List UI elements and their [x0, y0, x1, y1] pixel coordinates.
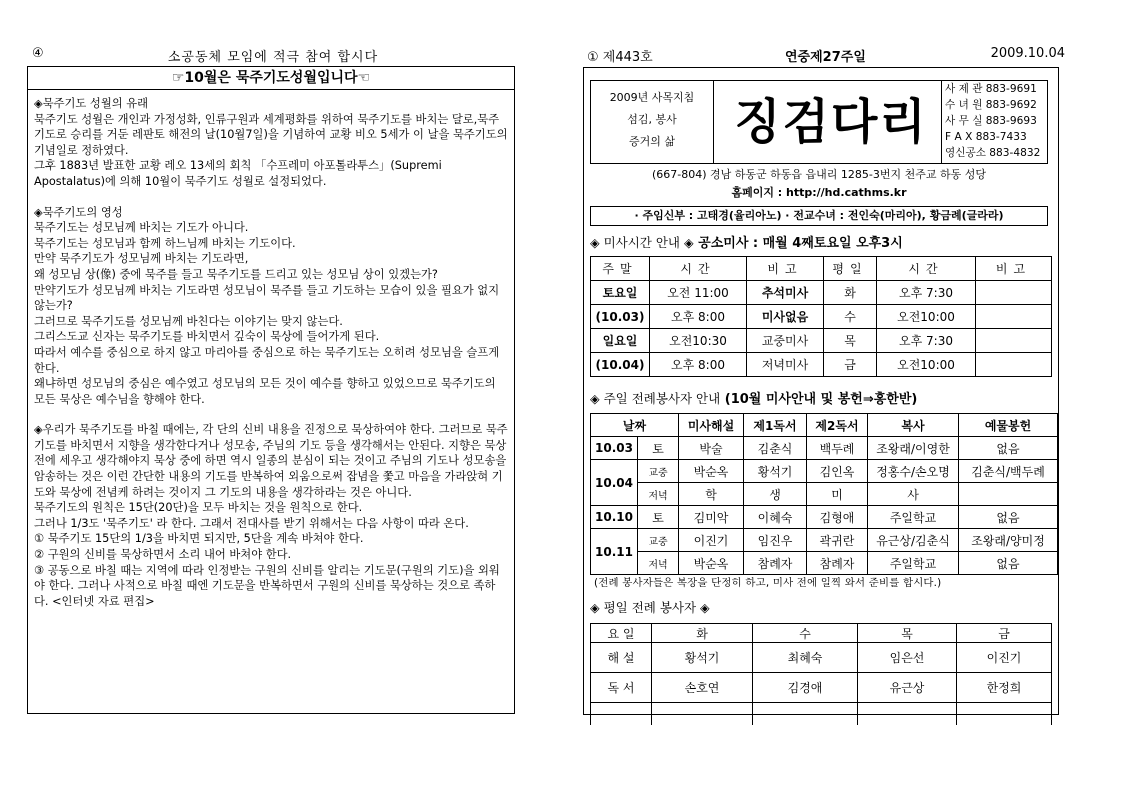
- article-paragraph: ② 구원의 신비를 묵상하면서 소리 내어 바쳐야 한다.: [34, 548, 292, 562]
- table-cell: 일요일: [591, 329, 650, 353]
- table-cell: 10.11: [591, 529, 638, 575]
- table-cell: 이진기: [957, 643, 1052, 673]
- table-header: 날짜: [591, 414, 679, 437]
- table-cell: 사: [868, 483, 959, 506]
- table-cell: 유근상: [858, 673, 957, 703]
- table-cell: 해 설: [591, 643, 652, 673]
- table-cell: [591, 703, 652, 726]
- article-paragraph: 그러나 1/3도 '묵주기도' 라 한다. 그래서 전대사를 받기 위해서는 다음 사항이 따라 온다.: [34, 516, 469, 530]
- table-row: [591, 353, 1052, 377]
- table-cell: 없음: [959, 552, 1058, 575]
- contact-item: 수 녀 원 883-9692: [945, 99, 1037, 111]
- table-cell: [976, 329, 1052, 353]
- table-header: 비고: [747, 257, 824, 281]
- table-header: 제2독서: [807, 414, 868, 437]
- liturgy-servers-table: [590, 413, 1058, 575]
- table-cell: 토: [638, 437, 679, 460]
- table-header: 시간: [650, 257, 747, 281]
- table-cell: 임진우: [744, 529, 807, 552]
- table-cell: 금: [824, 353, 877, 377]
- table-row: [591, 703, 1052, 726]
- table-cell: 이혜숙: [744, 506, 807, 529]
- table-header: 수: [753, 624, 858, 643]
- article-paragraph: 묵주기도는 성모님과 함께 하느님께 바치는 기도이다.: [34, 236, 296, 250]
- article-paragraph: 만약기도가 성모님께 바치는 기도라면 성모님이 묵주를 들고 기도하는 모습이 있을 필요가 없지 않는가?: [34, 283, 500, 313]
- article-paragraph: 묵주기도 성월은 개인과 가정성화, 인류구원과 세계평화를 위하여 묵주기도를 바치는 달로,묵주기도로 승리를 거둔 레판토 해전의 날(10월7일)을 기념하여 교황 비오 5세가 이 날을 묵주기도의 기념일로 정하였다.: [34, 112, 508, 157]
- article-title: ☞10월은 묵주기도성월입니다☜: [28, 67, 514, 90]
- table-row: [591, 506, 1058, 529]
- weekday-servers-table: [590, 623, 1052, 725]
- article-paragraph: 묵주기도는 성모님께 바치는 기도가 아니다.: [34, 221, 249, 235]
- pastoral-policy: [591, 81, 714, 163]
- article-paragraph: 왜냐하면 성모님의 중심은 예수였고 성모님의 모든 것이 예수를 향하고 있었으므로 묵주기도의 모든 묵상은 예수님을 향해야 한다.: [34, 377, 496, 406]
- left-slogan: 소공동체 모임에 적극 참여 합시다: [167, 50, 379, 65]
- article-paragraph: ◈우리가 묵주기도를 바칠 때에는, 각 단의 신비 내용을 진정으로 묵상하여야 한다. 그러므로 묵주기도를 바치면서 지향을 생각한다거나 성모송, 주님의 기도 등을 생각해서는 안된다. 지향은 묵상 전에 세우고 생각해야지 묵상 중에 하면 역시 일종의 분심이 되는 것이고 주님의 기도나 성모송을 암송하는 것은 이런 간단한 내용의 기도를 반복하여 외움으로써 잡념을 쫓고 마음을 가라앉혀 기도와 묵상에 전념케 하려는 것이지 그 기도의 내용을 생각하라는 것은 아니다.: [34, 423, 508, 499]
- table-cell: 독 서: [591, 673, 652, 703]
- table-cell: 오후 7:30: [877, 281, 976, 305]
- table-cell: 학: [679, 483, 744, 506]
- policy-title: 2009년 사목지침: [609, 91, 695, 104]
- table-header: 시간: [877, 257, 976, 281]
- article-body: [28, 90, 514, 609]
- table-row: [591, 281, 1052, 305]
- weekday-section-title: ◈ 평일 전례 봉사자 ◈: [590, 600, 710, 615]
- table-row: [591, 329, 1052, 353]
- contact-item: 사 제 관 883-9691: [945, 83, 1037, 95]
- table-cell: 10.04: [591, 460, 638, 506]
- table-cell: [959, 483, 1058, 506]
- homepage-link[interactable]: 홈페이지 : http://hd.cathms.kr: [731, 186, 907, 199]
- table-cell: 참례자: [807, 552, 868, 575]
- table-cell: 백두례: [807, 437, 868, 460]
- table-cell: 김형애: [807, 506, 868, 529]
- table-cell: 조왕래/양미정: [959, 529, 1058, 552]
- table-row: [591, 529, 1058, 552]
- table-row: [591, 305, 1052, 329]
- table-cell: 없음: [959, 506, 1058, 529]
- liturgy-section-note: (10월 미사안내 및 봉헌⇒홍한반): [724, 392, 918, 407]
- table-cell: 오후 8:00: [650, 305, 747, 329]
- table-header: 요 일: [591, 624, 652, 643]
- table-cell: 교중: [638, 529, 679, 552]
- table-cell: [957, 703, 1052, 726]
- right-page-number: ①: [587, 50, 599, 65]
- table-cell: 저녁: [638, 483, 679, 506]
- mass-section-heading: [590, 232, 903, 251]
- table-cell: 없음: [959, 437, 1058, 460]
- issue-number: [587, 46, 653, 65]
- table-row: [591, 643, 1052, 673]
- table-header: 금: [957, 624, 1052, 643]
- left-page-header: [28, 44, 518, 66]
- table-cell: 미: [807, 483, 868, 506]
- table-cell: 교중미사: [747, 329, 824, 353]
- article-paragraph: 묵주기도의 원칙은 15단(20단)을 모두 바치는 것을 원칙으로 한다.: [34, 501, 363, 515]
- table-cell: 목: [824, 329, 877, 353]
- article-paragraph: 만약 묵주기도가 성모님께 바치는 기도라면,: [34, 252, 249, 266]
- table-cell: 10.10: [591, 506, 638, 529]
- table-cell: (10.04): [591, 353, 650, 377]
- weekday-section-heading: [590, 598, 710, 616]
- table-cell: 박순옥: [679, 460, 744, 483]
- liturgy-section-title: ◈ 주일 전례봉사자 안내: [590, 391, 721, 406]
- table-cell: 이진기: [679, 529, 744, 552]
- table-cell: 김인옥: [807, 460, 868, 483]
- table-cell: [976, 281, 1052, 305]
- liturgical-week: 연중제27주일: [785, 50, 866, 65]
- contact-item: F A X 883-7433: [945, 131, 1027, 143]
- table-cell: 토요일: [591, 281, 650, 305]
- table-cell: 김춘식/백두례: [959, 460, 1058, 483]
- table-row: [591, 673, 1052, 703]
- contact-list: [941, 81, 1047, 163]
- table-cell: 저녁미사: [747, 353, 824, 377]
- liturgy-note: (전례 봉사자들은 복장을 단정히 하고, 미사 전에 일찍 와서 준비를 합시다.): [594, 577, 942, 589]
- table-header-row: [591, 414, 1058, 437]
- table-row: [591, 437, 1058, 460]
- article-paragraph: ③ 공동으로 바칠 때는 지역에 따라 인정받는 구원의 신비를 알리는 기도문(구원의 기도)을 외워야 한다. 그러나 사적으로 바칠 때엔 기도문을 반복하면서 구원의 신비를 묵상하는 것으로 족하다. <인터넷 자료 편집>: [34, 563, 500, 608]
- table-cell: 황석기: [744, 460, 807, 483]
- table-cell: 주일학교: [868, 506, 959, 529]
- table-header: 비고: [976, 257, 1052, 281]
- table-cell: 오전 11:00: [650, 281, 747, 305]
- table-cell: 수: [824, 305, 877, 329]
- address: (667-804) 경남 하동군 하동읍 읍내리 1285-3번지 천주교 하동 성당: [652, 168, 986, 181]
- table-cell: 10.03: [591, 437, 638, 460]
- table-cell: [858, 703, 957, 726]
- table-cell: 최혜숙: [753, 643, 858, 673]
- article-paragraph: 그러므로 묵주기도를 성모님께 바친다는 이야기는 맞지 않는다.: [34, 314, 343, 328]
- article-heading: ◈묵주기도의 영성: [34, 205, 123, 219]
- table-cell: 유근상/김춘식: [868, 529, 959, 552]
- table-cell: 저녁: [638, 552, 679, 575]
- table-cell: [652, 703, 753, 726]
- table-header: 복사: [868, 414, 959, 437]
- contact-item: 사 무 실 883-9693: [945, 115, 1037, 127]
- table-cell: [753, 703, 858, 726]
- table-cell: 오후 8:00: [650, 353, 747, 377]
- table-cell: [976, 353, 1052, 377]
- bulletin-logo: 징검다리: [734, 94, 928, 150]
- mission-mass-note: 공소미사 : 매월 4째토요일 오후3시: [698, 236, 903, 251]
- table-cell: 임은선: [858, 643, 957, 673]
- table-cell: 오전10:30: [650, 329, 747, 353]
- table-cell: 한정희: [957, 673, 1052, 703]
- table-cell: 황석기: [652, 643, 753, 673]
- table-cell: 김경애: [753, 673, 858, 703]
- masthead: [590, 80, 1048, 164]
- table-cell: 주일학교: [868, 552, 959, 575]
- bulletin-box: [583, 67, 1059, 715]
- table-cell: 김춘식: [744, 437, 807, 460]
- table-cell: 교중: [638, 460, 679, 483]
- table-header: 미사해설: [679, 414, 744, 437]
- table-cell: 김미악: [679, 506, 744, 529]
- table-cell: 정홍수/손오명: [868, 460, 959, 483]
- table-header: 주말: [591, 257, 650, 281]
- policy-line: 증거의 삶: [628, 135, 675, 148]
- policy-line: 섬김, 봉사: [627, 113, 677, 126]
- table-cell: 참례자: [744, 552, 807, 575]
- table-cell: 오후 7:30: [877, 329, 976, 353]
- table-header: 평일: [824, 257, 877, 281]
- table-cell: 박술: [679, 437, 744, 460]
- left-page-number: ④: [32, 46, 44, 61]
- issue-label: 제443호: [602, 50, 653, 65]
- table-row: [591, 552, 1058, 575]
- table-cell: 화: [824, 281, 877, 305]
- article-paragraph: 그리스도교 신자는 묵주기도를 바치면서 깊숙이 묵상에 들어가게 된다.: [34, 330, 380, 344]
- staff-line: · 주임신부 : 고태경(율리아노) · 전교수녀 : 전인숙(마리아), 황금례(글라라): [590, 206, 1048, 226]
- table-cell: 오전10:00: [877, 305, 976, 329]
- table-cell: 추석미사: [747, 281, 824, 305]
- article-paragraph: ① 묵주기도 15단의 1/3을 바치면 되지만, 5단을 계속 바쳐야 한다.: [34, 532, 364, 546]
- liturgy-section-heading: [590, 388, 917, 407]
- right-page-header: [585, 44, 1065, 66]
- address-block: [590, 166, 1048, 202]
- mass-schedule-table: [590, 256, 1052, 377]
- contact-item: 영신공소 883-4832: [945, 147, 1041, 159]
- table-cell: 조왕래/이영한: [868, 437, 959, 460]
- table-cell: 미사없음: [747, 305, 824, 329]
- table-header: 제1독서: [744, 414, 807, 437]
- article-box: [27, 66, 515, 714]
- article-paragraph: 왜 성모님 상(像) 중에 묵주를 들고 묵주기도를 드리고 있는 성모님 상이 있겠는가?: [34, 267, 438, 281]
- table-header-row: [591, 624, 1052, 643]
- table-header: 화: [652, 624, 753, 643]
- table-cell: 토: [638, 506, 679, 529]
- table-cell: (10.03): [591, 305, 650, 329]
- table-row: [591, 483, 1058, 506]
- table-cell: [976, 305, 1052, 329]
- table-header: 예물봉헌: [959, 414, 1058, 437]
- article-paragraph: 그후 1883년 발표한 교황 레오 13세의 회칙 「수프레미 아포톨라투스」(Supremi Apostalatus)에 의해 10월이 묵주기도 성월로 설정되었다.: [34, 159, 442, 188]
- table-cell: 생: [744, 483, 807, 506]
- article-paragraph: 따라서 예수를 중심으로 하지 않고 마리아를 중심으로 하는 묵주기도는 오히려 성모님을 슬프게 한다.: [34, 345, 500, 375]
- table-header: 목: [858, 624, 957, 643]
- table-cell: 곽귀란: [807, 529, 868, 552]
- table-cell: 손호연: [652, 673, 753, 703]
- issue-date: 2009.10.04: [990, 46, 1065, 61]
- article-heading: ◈묵주기도 성월의 유래: [34, 97, 149, 110]
- table-row: [591, 460, 1058, 483]
- mass-section-title: ◈ 미사시간 안내 ◈: [590, 235, 694, 250]
- table-cell: 오전10:00: [877, 353, 976, 377]
- table-header-row: [591, 257, 1052, 281]
- table-cell: 박순옥: [679, 552, 744, 575]
